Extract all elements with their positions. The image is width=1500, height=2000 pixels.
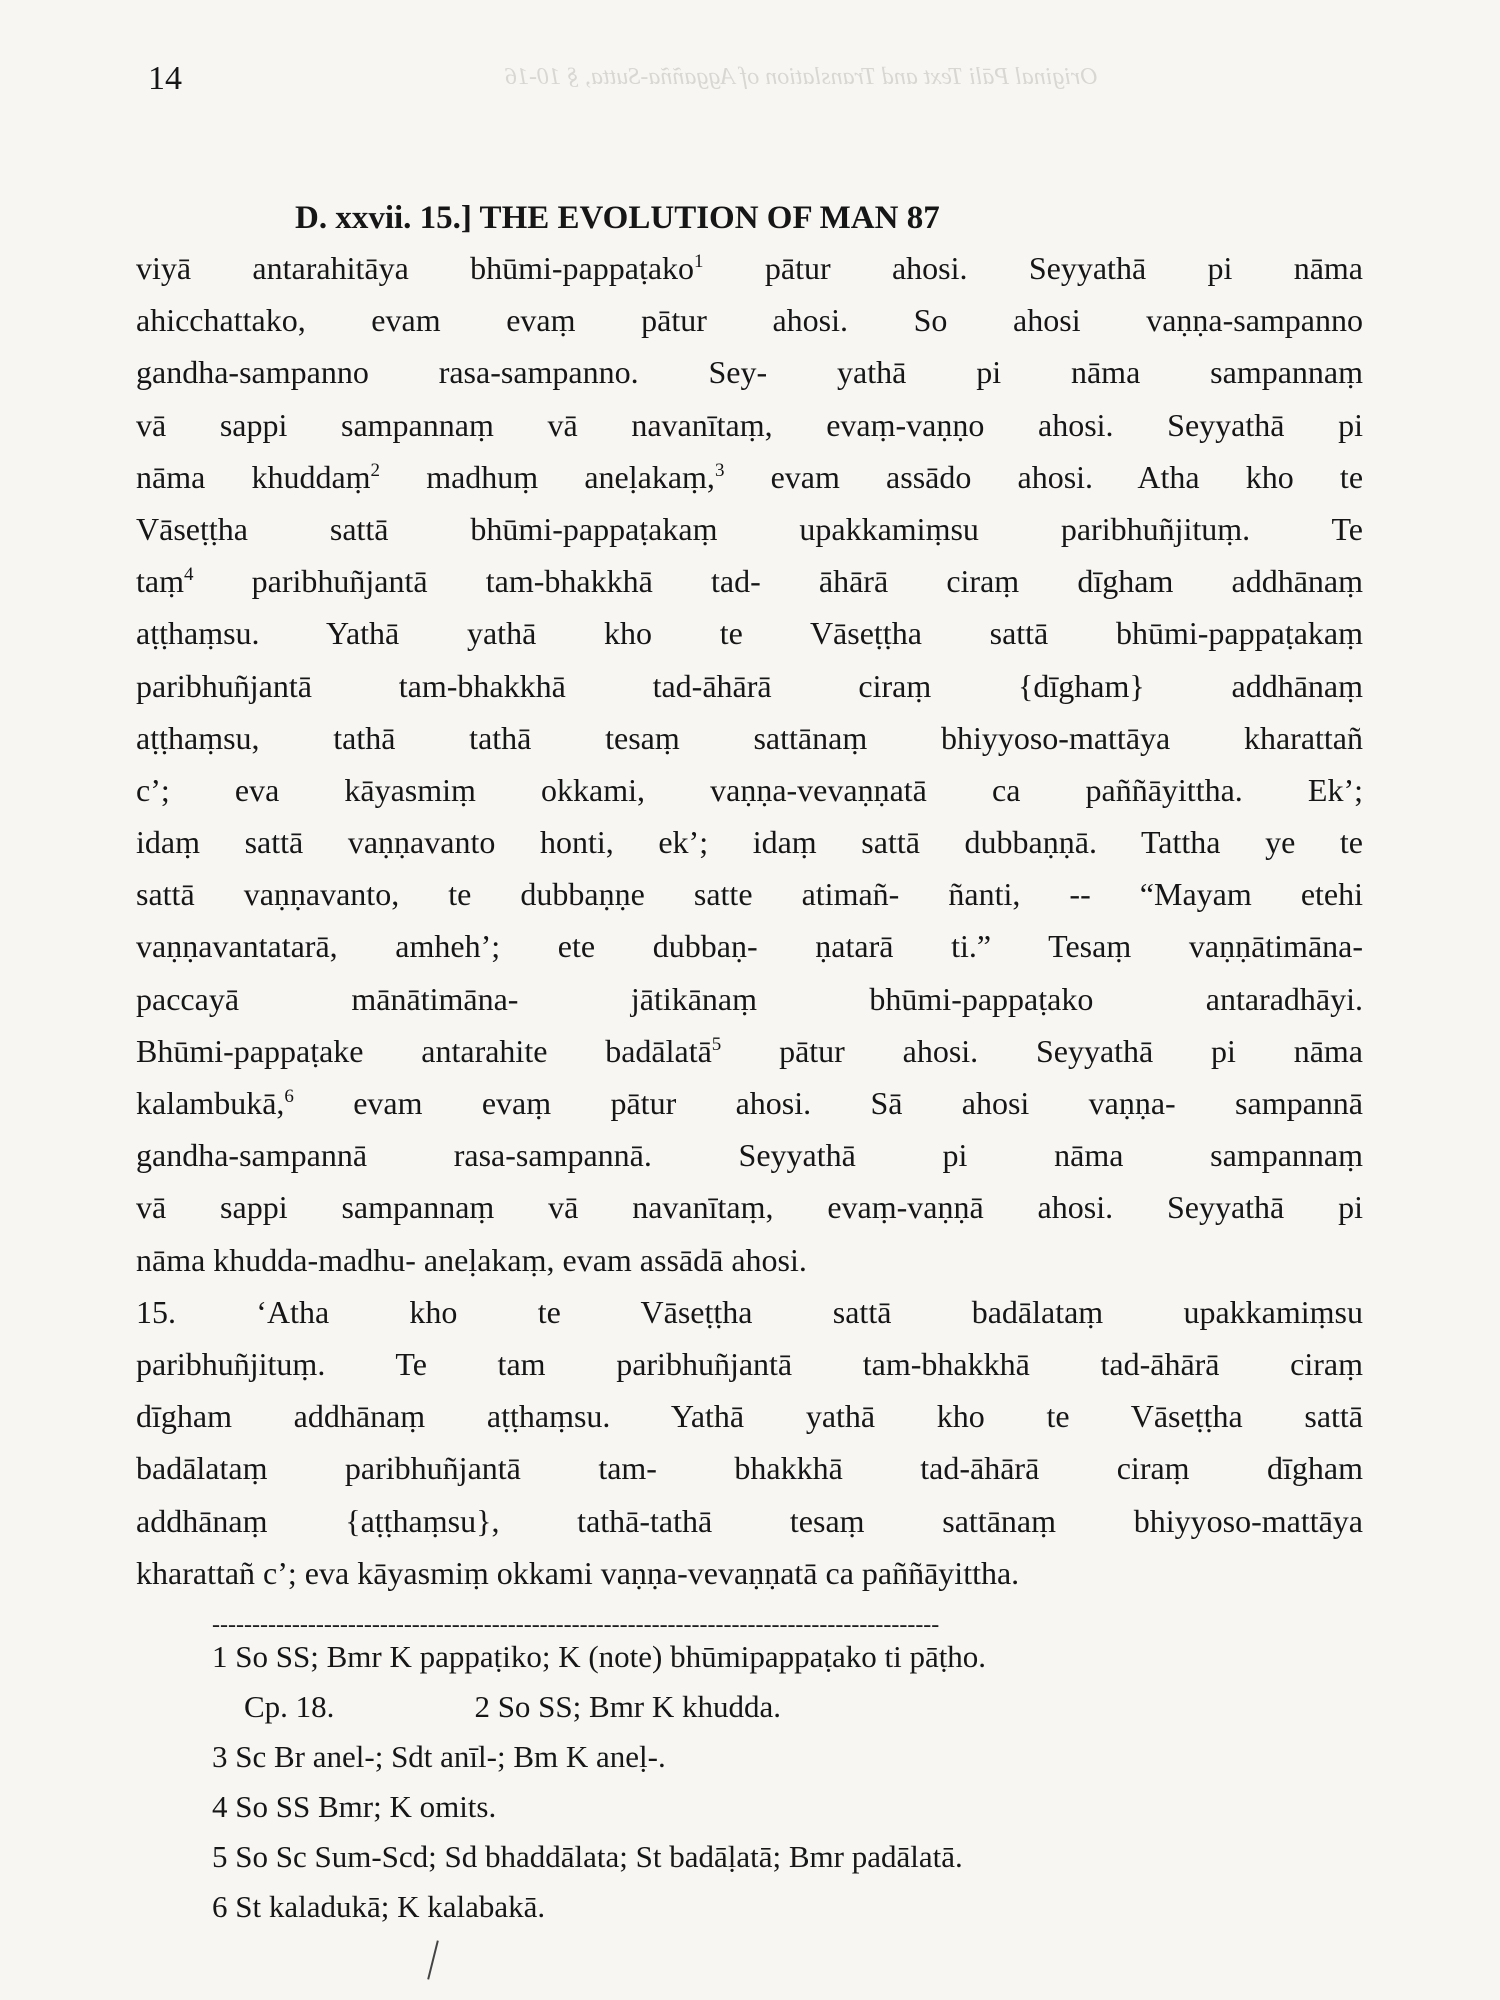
body-line	[136, 1129, 1363, 1181]
body-line	[136, 1234, 1363, 1286]
text-run: kharattañ c’; eva kāyasmiṃ okkami vaṇṇa-vevaṇṇatā ca paññāyittha.	[136, 1554, 1020, 1591]
text-run: pātur ahosi. Seyyathā pi nāma	[721, 1032, 1363, 1069]
body-line	[136, 503, 1363, 555]
body-line	[136, 451, 1363, 503]
page-number: 14	[148, 60, 182, 97]
text-run: evam assādo ahosi. Atha kho te	[724, 458, 1363, 495]
text-run: ahicchattako, evam evaṃ pātur ahosi. So ahosi vaṇṇa-sampanno	[136, 302, 1363, 339]
body-line	[136, 1495, 1363, 1547]
body-text	[136, 242, 1363, 1599]
text-run: addhānaṃ {aṭṭhaṃsu}, tathā-tathā tesaṃ sattānaṃ bhiyyoso-mattāya	[136, 1502, 1363, 1539]
text-run: gandha-sampanno rasa-sampanno. Sey- yathā pi nāma sampannaṃ	[136, 354, 1363, 391]
footnotes	[212, 1632, 1362, 1932]
text-run: aṭṭhaṃsu. Yathā yathā kho te Vāseṭṭha sattā bhūmi-pappaṭakaṃ	[136, 615, 1363, 652]
text-run: pātur ahosi. Seyyathā pi nāma	[703, 250, 1363, 286]
footnote-4: 4 So SS Bmr; K omits.	[212, 1789, 497, 1824]
footnote-1: 1 So SS; Bmr K pappaṭiko; K (note) bhūmipappaṭako ti pāṭho.	[212, 1639, 987, 1674]
body-line	[136, 1547, 1363, 1599]
text-run: Bhūmi-pappaṭake antarahite badālatā	[136, 1032, 712, 1069]
text-run: aṭṭhaṃsu, tathā tathā tesaṃ sattānaṃ bhiyyoso-mattāya kharattañ	[136, 719, 1363, 756]
bleed-through-header: Original Pāli Text and Translation of Aggañña-Sutta, § 10-16	[505, 64, 1098, 90]
text-run: badālataṃ paribhuñjantā tam- bhakkhā tad-āhārā ciraṃ dīgham	[136, 1450, 1363, 1487]
body-line	[136, 816, 1363, 868]
body-line	[136, 1181, 1363, 1233]
body-line	[136, 764, 1363, 816]
footnote-1-continuation: Cp. 18.	[244, 1689, 335, 1724]
footnote-divider: -------------------------------------------------------------------------------------------	[212, 1612, 940, 1638]
text-run: vā sappi sampannaṃ vā navanītaṃ, evaṃ-vaṇṇā ahosi. Seyyathā pi	[136, 1189, 1363, 1226]
text-run: nāma khuddaṃ	[136, 458, 371, 495]
text-run: nāma khudda-madhu- aneḷakaṃ, evam assādā ahosi.	[136, 1241, 807, 1278]
body-line	[136, 660, 1363, 712]
body-line	[136, 242, 1363, 294]
footnote-5: 5 So Sc Sum-Scd; Sd bhaddālata; St badāḷatā; Bmr padālatā.	[212, 1839, 963, 1874]
body-line	[136, 1338, 1363, 1390]
footnote-marker: 1	[694, 251, 704, 272]
body-line	[136, 920, 1363, 972]
text-run: Vāseṭṭha sattā bhūmi-pappaṭakaṃ upakkamiṃsu paribhuñjituṃ. Te	[136, 510, 1363, 547]
text-run: sattā vaṇṇavanto, te dubbaṇṇe satte atimañ- ñanti, -- “Mayam etehi	[136, 876, 1363, 913]
body-line	[136, 607, 1363, 659]
chapter-heading: D. xxvii. 15.] THE EVOLUTION OF MAN 87	[295, 200, 940, 236]
text-run: viyā antarahitāya bhūmi-pappaṭako	[136, 250, 695, 286]
body-line	[136, 1286, 1363, 1338]
text-run: paribhuñjituṃ. Te tam paribhuñjantā tam-bhakkhā tad-āhārā ciraṃ	[136, 1345, 1363, 1382]
footnote-marker: 3	[714, 459, 725, 481]
text-run: vā sappi sampannaṃ vā navanītaṃ, evaṃ-vaṇṇo ahosi. Seyyathā pi	[136, 406, 1363, 443]
footnote-marker: 4	[183, 564, 194, 586]
footnote-3: 3 Sc Br anel-; Sdt anīl-; Bm K aneḷ-.	[212, 1739, 666, 1774]
body-line	[136, 1442, 1363, 1494]
text-run: idaṃ sattā vaṇṇavanto honti, ek’; idaṃ sattā dubbaṇṇā. Tattha ye te	[136, 824, 1363, 861]
text-run: paccayā mānātimāna- jātikānaṃ bhūmi-pappaṭako antaradhāyi.	[136, 980, 1363, 1017]
body-line	[136, 1025, 1363, 1077]
pen-mark	[427, 1940, 439, 1979]
body-line	[136, 294, 1363, 346]
footnote-1-2	[212, 1682, 1362, 1732]
text-run: madhuṃ aneḷakaṃ,	[380, 458, 715, 495]
body-line	[136, 1077, 1363, 1129]
text-run: dīgham addhānaṃ aṭṭhaṃsu. Yathā yathā kho te Vāseṭṭha sattā	[136, 1398, 1363, 1435]
text-run: gandha-sampannā rasa-sampannā. Seyyathā pi nāma sampannaṃ	[136, 1137, 1363, 1174]
footnote-6: 6 St kaladukā; K kalabakā.	[212, 1889, 546, 1924]
footnote-2: 2 So SS; Bmr K khudda.	[474, 1689, 782, 1724]
body-line	[136, 868, 1363, 920]
text-run: vaṇṇavantatarā, amheh’; ete dubbaṇ- ṇatarā ti.” Tesaṃ vaṇṇātimāna-	[136, 928, 1363, 965]
footnote-marker: 2	[370, 459, 381, 481]
text-run: kalambukā,	[136, 1085, 285, 1121]
body-line	[136, 1390, 1363, 1442]
footnote-marker: 6	[284, 1086, 294, 1107]
body-line	[136, 712, 1363, 764]
body-line	[136, 555, 1363, 607]
text-run: paribhuñjantā tam-bhakkhā tad- āhārā ciraṃ dīgham addhānaṃ	[193, 563, 1363, 600]
text-run: paribhuñjantā tam-bhakkhā tad-āhārā ciraṃ {dīgham} addhānaṃ	[136, 667, 1363, 704]
body-line	[136, 973, 1363, 1025]
body-line	[136, 346, 1363, 398]
text-run: c’; eva kāyasmiṃ okkami, vaṇṇa-vevaṇṇatā ca paññāyittha. Ek’;	[136, 771, 1363, 808]
text-run: 15. ‘Atha kho te Vāseṭṭha sattā badālataṃ upakkamiṃsu	[136, 1293, 1363, 1330]
text-run: taṃ	[136, 563, 184, 600]
body-line	[136, 399, 1363, 451]
footnote-marker: 5	[711, 1033, 722, 1055]
text-run: evam evaṃ pātur ahosi. Sā ahosi vaṇṇa- sampannā	[293, 1085, 1363, 1121]
